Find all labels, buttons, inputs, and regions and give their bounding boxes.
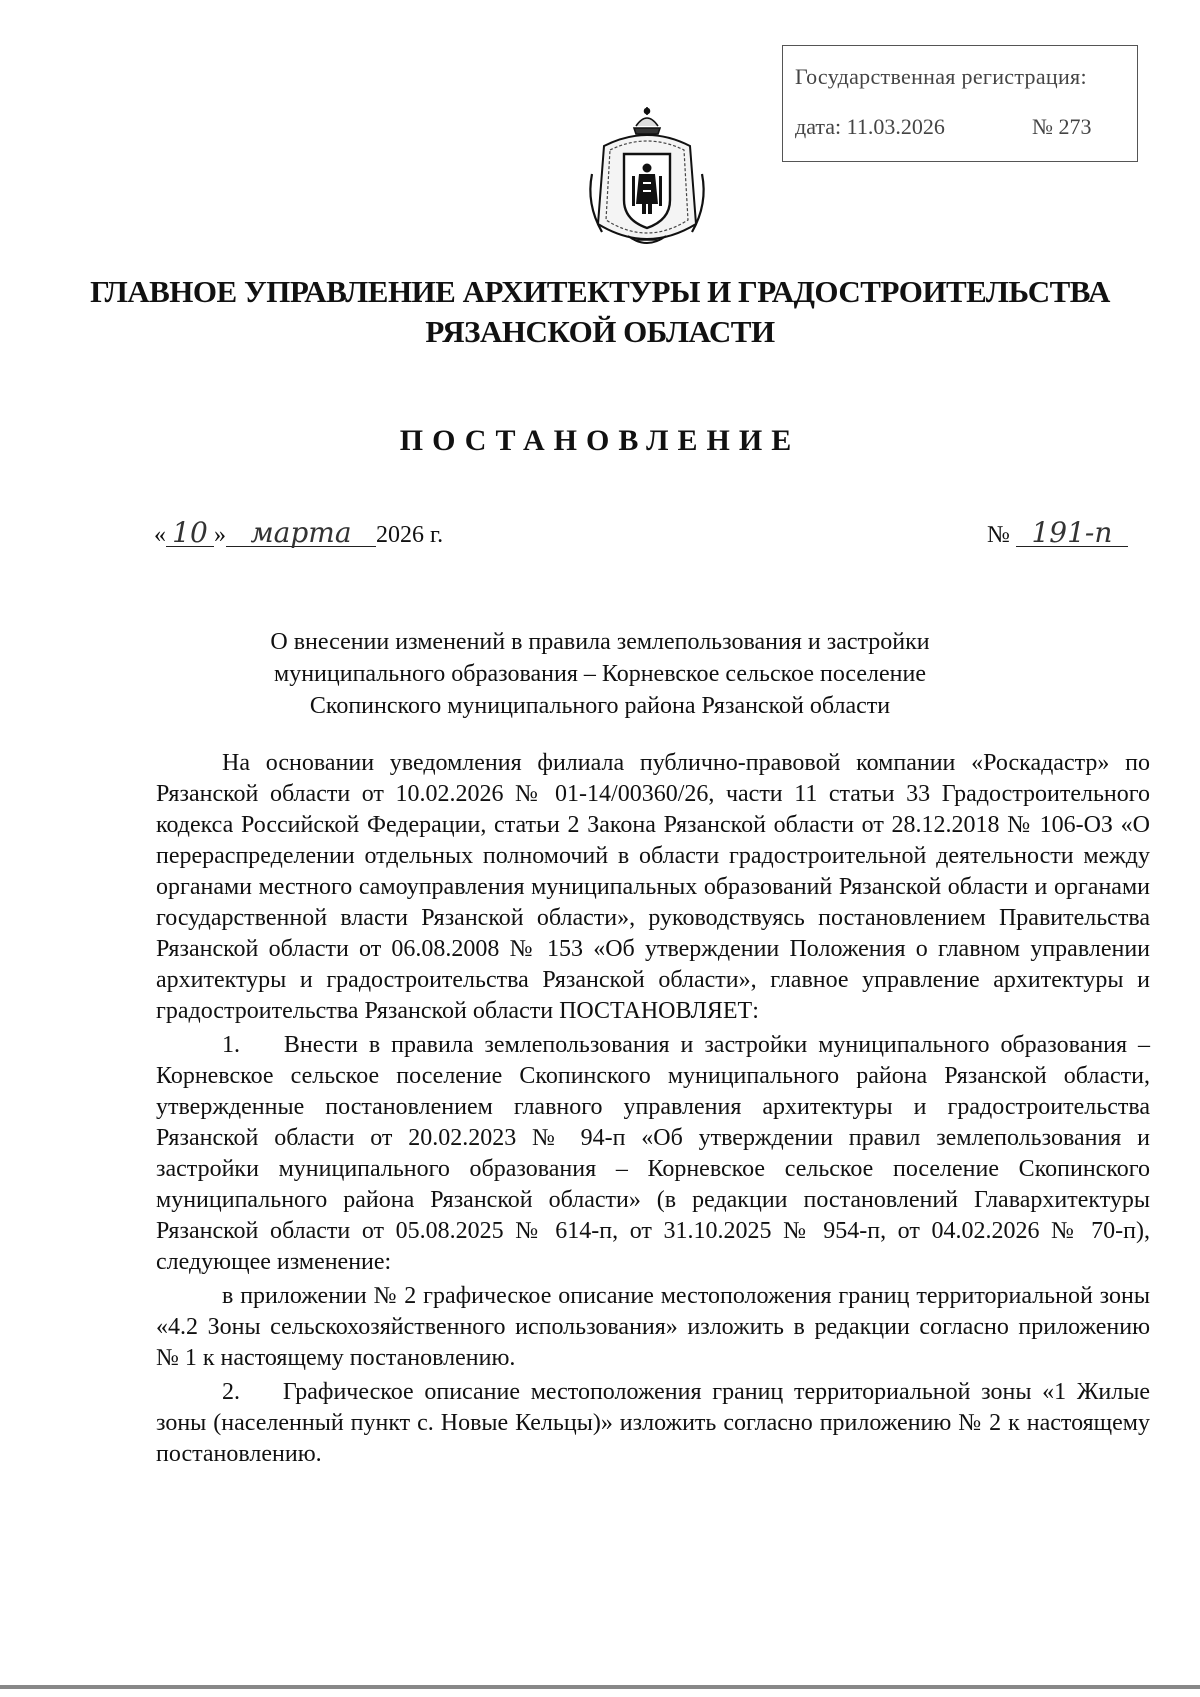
- date-year: 2026 г.: [376, 522, 444, 548]
- item-1-sub-paragraph: в приложении № 2 графическое описание местоположения границ территориальной зоны «4.2 Зоны сельскохозяйственного использования» изложить в редакции согласно приложению № 1 к настоящему постановлению.: [156, 1283, 1150, 1371]
- item-1-paragraph: [156, 1030, 1150, 1278]
- document-body: [156, 748, 1150, 1470]
- date-open-quote: «: [154, 522, 166, 548]
- registration-title: Государственная регистрация:: [795, 64, 1087, 89]
- date-close-quote: »: [214, 522, 226, 548]
- coat-of-arms-icon: [584, 104, 710, 258]
- subject-line-2: муниципального образования – Корневское сельское поселение: [274, 661, 926, 687]
- agency-name-line-2: РЯЗАНСКОЙ ОБЛАСТИ: [425, 314, 775, 349]
- document-date: [154, 516, 444, 549]
- document-type-title: ПОСТАНОВЛЕНИЕ: [399, 424, 801, 457]
- registration-date: дата: 11.03.2026: [795, 114, 945, 139]
- date-month: марта: [226, 520, 376, 547]
- date-day: 10: [166, 520, 214, 547]
- item-1-text: Внести в правила землепользования и застройки муниципального образования – Корневское сельское поселение Скопинского муниципального района Рязанской области, утвержденные постановлением главного управления архитектуры и градостроительства Рязанской области от 20.02.2023 № 94-п «Об утверждении правил землепользования и застройки муниципального образования – Корневское сельское поселение Скопинского муниципального района Рязанской области» (в редакции постановлений Главархитектуры Рязанской области от 05.08.2025 № 614-п, от 31.10.2025 № 954-п, от 04.02.2026 № 70-п), следующее изменение:: [156, 1032, 1150, 1275]
- number-label: №: [987, 522, 1010, 548]
- subject-line-3: Скопинского муниципального района Рязанской области: [309, 693, 891, 719]
- item-1-number: 1.: [222, 1032, 240, 1058]
- subject-line-1: О внесении изменений в правила землепользования и застройки: [270, 629, 930, 655]
- page-bottom-edge: [0, 1685, 1200, 1689]
- agency-name-line-1: ГЛАВНОЕ УПРАВЛЕНИЕ АРХИТЕКТУРЫ И ГРАДОСТРОИТЕЛЬСТВА: [90, 274, 1110, 309]
- number-value: 191-п: [1016, 520, 1128, 547]
- registration-stamp: [782, 45, 1138, 162]
- item-2-paragraph: [156, 1377, 1150, 1470]
- document-subject: [0, 626, 1200, 722]
- registration-number: № 273: [1032, 114, 1092, 139]
- item-2-text: Графическое описание местоположения границ территориальной зоны «1 Жилые зоны (населенный пункт с. Новые Кельцы)» изложить согласно приложению № 2 к настоящему постановлению.: [156, 1379, 1151, 1467]
- document-number: [987, 516, 1128, 549]
- item-2-number: 2.: [222, 1379, 240, 1405]
- preamble-paragraph: На основании уведомления филиала публично-правовой компании «Роскадастр» по Рязанской области от 10.02.2026 № 01-14/00360/26, части 11 статьи 33 Градостроительного кодекса Российской Федерации, статьи 2 Закона Рязанской области от 28.12.2018 № 106-ОЗ «О перераспределении отдельных полномочий в области градостроительной деятельности между органами местного самоуправления муниципальных образований Рязанской области и органами государственной власти Рязанской области», руководствуясь постановлением Правительства Рязанской области от 06.08.2008 № 153 «Об утверждении Положения о главном управлении архитектуры и градостроительства Рязанской области», главное управление архитектуры и градостроительства Рязанской области ПОСТАНОВЛЯЕТ:: [156, 750, 1150, 1024]
